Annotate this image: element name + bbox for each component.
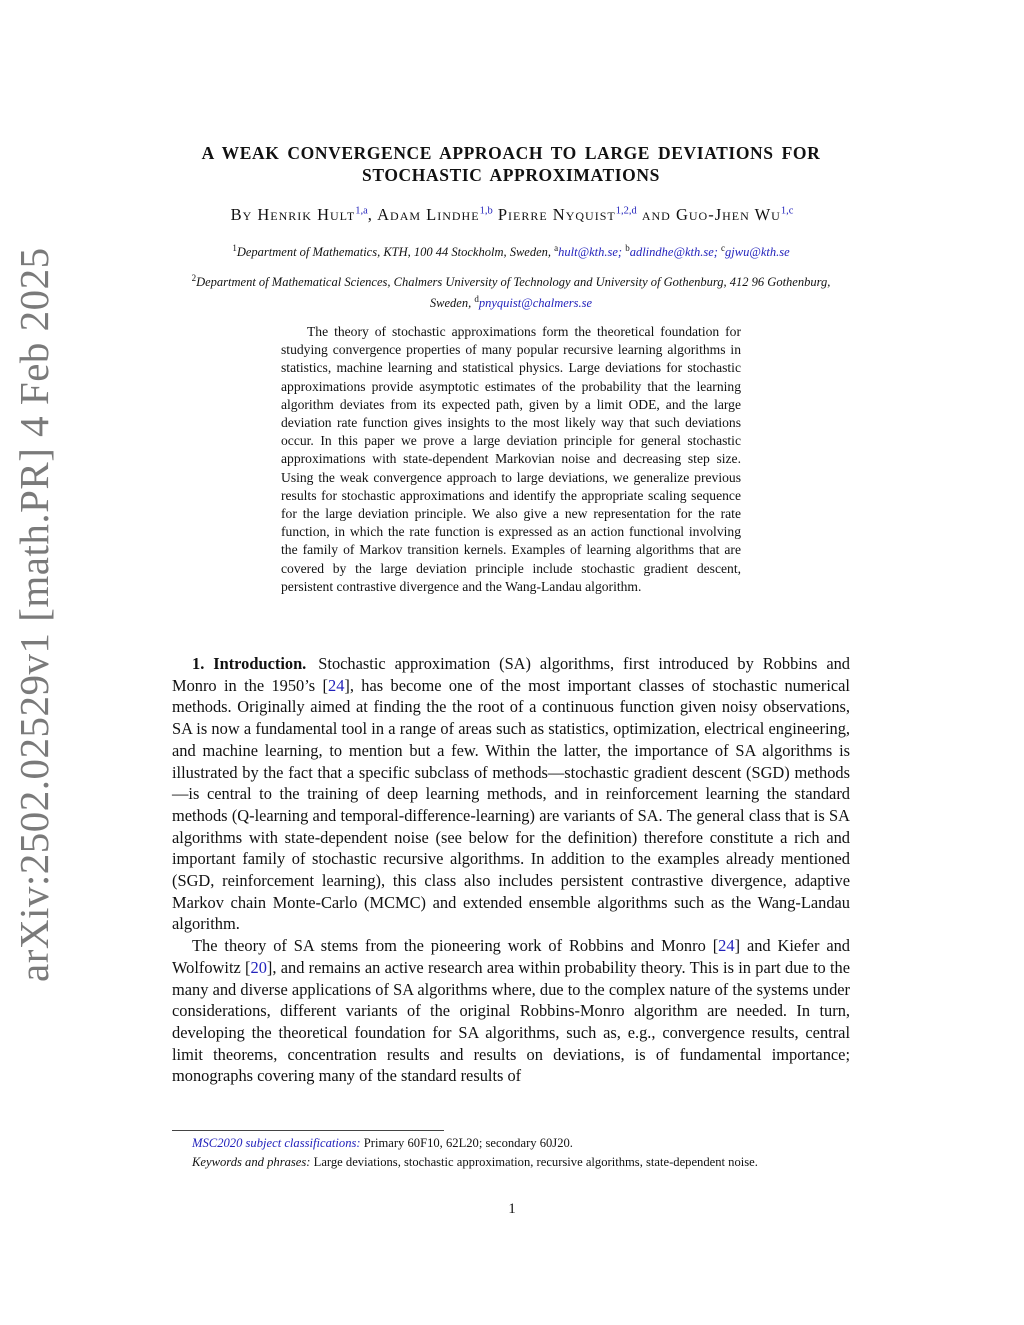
- email-key: a: [554, 243, 559, 253]
- email-link[interactable]: adlindhe@kth.se;: [629, 245, 718, 260]
- affiliation-text: Department of Mathematics, KTH, 100 44 Stockholm, Sweden,: [236, 245, 552, 260]
- citation-link[interactable]: 24: [718, 936, 735, 956]
- author-name: Guo-Jhen Wu: [675, 205, 781, 224]
- author-affiliation-mark: 1,c: [780, 205, 794, 217]
- email-key: b: [625, 243, 630, 253]
- email-key: c: [721, 243, 726, 253]
- paragraph-text: The theory of SA stems from the pioneering work of Robbins and Monro [: [192, 936, 719, 956]
- msc-label-link[interactable]: MSC2020 subject classifications:: [192, 1136, 361, 1150]
- affiliation-number: 2: [191, 273, 197, 283]
- paragraph-text: ] and Kiefer and Wolfowitz [: [172, 936, 850, 977]
- page-number: 1: [508, 1201, 516, 1217]
- affiliation-2: [172, 270, 850, 312]
- affiliation-1: [172, 240, 850, 261]
- author-affiliation-mark: 1,a: [355, 205, 368, 217]
- msc-footnote: [172, 1134, 850, 1152]
- author-name: Pierre Nyquist: [497, 205, 616, 224]
- citation-link[interactable]: 20: [250, 957, 267, 977]
- email-link[interactable]: gjwu@kth.se: [725, 245, 790, 260]
- paragraph-text: Stochastic approximation (SA) algorithms, first introduced by Robbins and Monro in the 1950’s [: [172, 654, 850, 695]
- email-link[interactable]: hult@kth.se;: [558, 245, 623, 260]
- author-affiliation-mark: 1,2,d: [615, 205, 637, 217]
- msc-text: Primary 60F10, 62L20; secondary 60J20.: [363, 1136, 573, 1150]
- keywords-text: Large deviations, stochastic approximation, recursive algorithms, state-dependent noise.: [313, 1155, 758, 1169]
- email-link[interactable]: pnyquist@chalmers.se: [478, 296, 593, 311]
- author-name: Adam Lindhe: [377, 205, 480, 224]
- author-separator: ,: [367, 205, 378, 224]
- keywords-label: Keywords and phrases:: [192, 1155, 311, 1169]
- intro-paragraph-2: [172, 935, 850, 1087]
- citation-link[interactable]: 24: [328, 675, 345, 695]
- section-heading: 1. Introduction.: [192, 654, 307, 673]
- author-affiliation-mark: 1,b: [479, 205, 493, 217]
- byline-prefix: By: [230, 205, 253, 224]
- paper-title: A WEAK CONVERGENCE APPROACH TO LARGE DEVIATIONS FOR STOCHASTIC APPROXIMATIONS: [201, 143, 821, 185]
- keywords-footnote: [172, 1153, 850, 1171]
- author-separator: and: [636, 205, 676, 224]
- intro-paragraph-1: [172, 653, 850, 935]
- arxiv-identifier: arXiv:2502.02529v1 [math.PR] 4 Feb 2025: [11, 247, 57, 983]
- email-key: d: [474, 294, 479, 305]
- author-name: Henrik Hult: [257, 205, 356, 224]
- affiliation-number: 1: [232, 243, 237, 253]
- paragraph-text: ], has become one of the most important classes of stochastic numerical methods. Originally aimed at finding the the root of a continuous function given noisy observations, SA is now a fundamental tool in a range of areas such as statistics, optimization, electrical engineering, and machine learning, to mention but a few. Within the latter, the importance of SA algorithms is illustrated by the fact that a specific subclass of methods—stochastic gradient descent (SGD) methods—is central to the training of deep learning methods, and in reinforcement learning the standard methods (Q-learning and temporal-difference-learning) are variants of SA. The general class that is SA algorithms with state-dependent noise (see below for the definition) therefore constitute a rich and important family of stochastic recursive algorithms. In addition to the examples already mentioned (SGD, reinforcement learning), this class also includes persistent contrastive divergence, adaptive Markov chain Monte-Carlo (MCMC) and extended ensemble algorithms such as the Wang-Landau algorithm.: [172, 675, 850, 934]
- author-byline: [150, 205, 874, 225]
- paragraph-text: ], and remains an active research area within probability theory. This is in part due to the many and diverse applications of SA algorithms where, due to the complex nature of the systems under considerations, different variants of the original Robbins-Monro algorithm are needed. In turn, developing the theoretical foundation for SA algorithms, such as, e.g., convergence results, central limit theorems, concentration results and results on deviations, is of fundamental importance; monographs covering many of the standard results of: [172, 957, 850, 1086]
- introduction-section: [172, 653, 850, 1087]
- footnote-divider: [172, 1130, 444, 1131]
- abstract: The theory of stochastic approximations form the theoretical foundation for studying convergence properties of many popular recursive learning algorithms in statistics, machine learning and statistical physics. Large deviations for stochastic approximations provide asymptotic estimates of the probability that the learning algorithm deviates from its expected path, given by a limit ODE, and the large deviation rate function gives insights to the most likely way that such deviations occur. In this paper we prove a large deviation principle for general stochastic approximations with state-dependent Markovian noise and decreasing step size. Using the weak convergence approach to large deviations, we generalize previous results for stochastic approximations and identify the appropriate scaling sequence for the large deviation principle. We also give a new representation for the rate function, in which the rate function is expressed as an action functional involving the family of Markov transition kernels. Examples of learning algorithms that are covered by the large deviation principle include stochastic gradient descent, persistent contrastive divergence and the Wang-Landau algorithm.: [281, 324, 741, 594]
- affiliation-text: Department of Mathematical Sciences, Chalmers University of Technology and University of Gothenburg, 412 96 Gothenburg, Sweden,: [196, 275, 831, 311]
